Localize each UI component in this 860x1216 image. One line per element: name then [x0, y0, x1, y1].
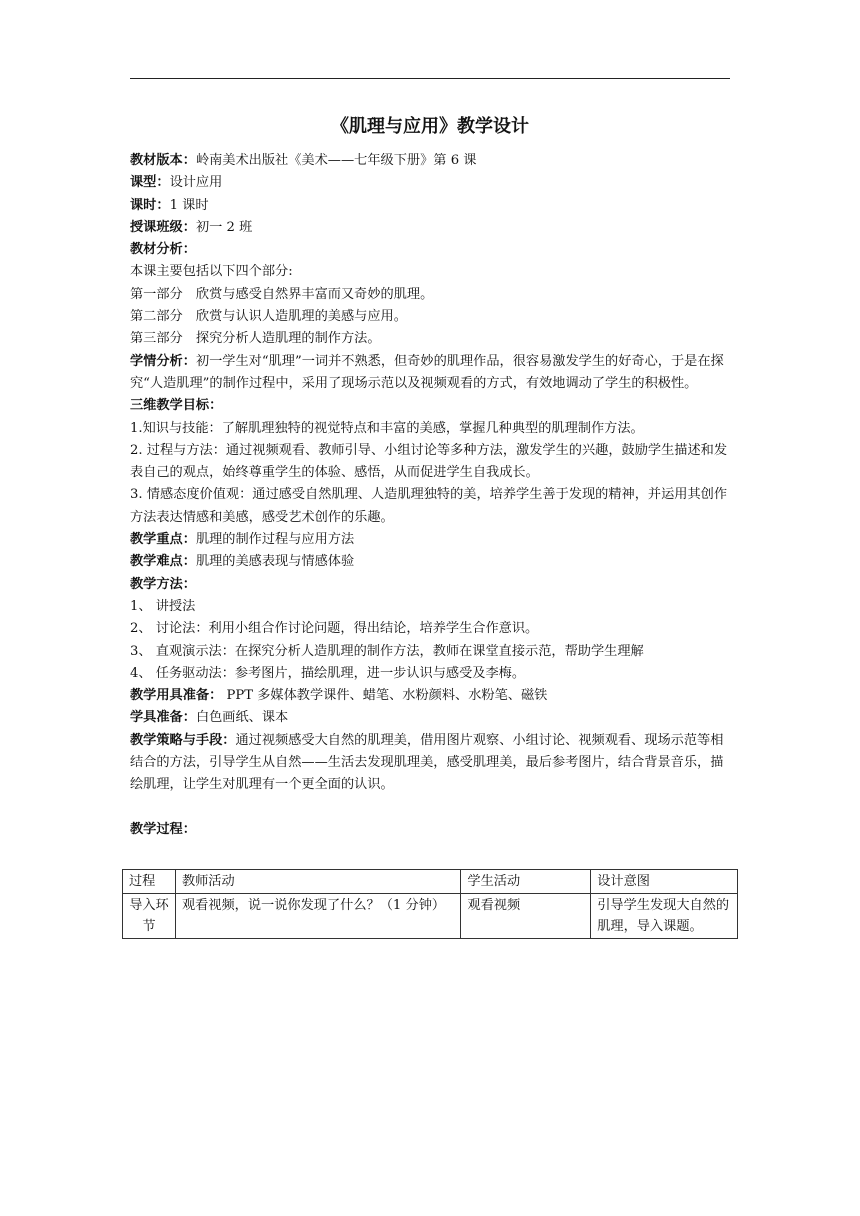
goals-heading: 三维教学目标： [130, 398, 223, 414]
key-point-label: 教学重点： [130, 532, 196, 548]
document-body [130, 150, 735, 841]
meta-value: 初一 2 班 [195, 219, 253, 235]
student-activity-cell: 观看视频 [461, 894, 591, 939]
goal-item: 3. 情感态度价值观：通过感受自然肌理、人造肌理独特的美，培养学生善于发现的精神，并运用其创作方法表达情感和美感，感受艺术创作的乐趣。 [130, 487, 728, 525]
spacer [130, 797, 735, 819]
column-header: 学生活动 [461, 870, 591, 894]
tools [130, 685, 735, 707]
analysis-part: 第三部分 探究分析人造肌理的制作方法。 [130, 331, 381, 347]
meta-value: 设计应用 [169, 175, 223, 191]
strategy-text: 通过视频感受大自然的肌理美，借用图片观察、小组讨论、视频观看、现场示范等相结合的方法，引导学生从自然——生活去发现肌理美，感受肌理美，最后参考图片，结合背景音乐，描绘肌理，让学生对肌理有一个更全面的认识。 [130, 732, 724, 793]
header-rule [130, 78, 730, 79]
meta-class [130, 217, 735, 239]
student-analysis-text: 初一学生对“肌理”一词并不熟悉，但奇妙的肌理作品，很容易激发学生的好奇心，于是在探究“人造肌理”的制作过程中，采用了现场示范以及视频观看的方式，有效地调动了学生的积极性。 [130, 353, 724, 391]
meta-label: 教材版本： [130, 153, 196, 168]
goal-item: 1.知识与技能：了解肌理独特的视觉特点和丰富的美感，掌握几种典型的肌理制作方法。 [130, 420, 644, 436]
method-item: 1、 讲授法 [130, 598, 196, 614]
method-item: 3、 直观演示法：在探究分析人造肌理的制作方法，教师在课堂直接示范，帮助学生理解 [130, 643, 644, 659]
difficulty-label: 教学难点： [130, 554, 196, 570]
column-header: 过程 [123, 870, 176, 894]
meta-type [130, 172, 735, 194]
key-point-value: 肌理的制作过程与应用方法 [195, 532, 355, 548]
meta-label: 授课班级： [130, 219, 196, 235]
difficulty [130, 551, 735, 573]
meta-textbook [130, 150, 735, 172]
analysis-part: 第二部分 欣赏与认识人造肌理的美感与应用。 [130, 309, 407, 325]
document-title: 《肌理与应用》教学设计 [331, 116, 529, 137]
stage-cell: 导入环节 [123, 894, 176, 939]
meta-value: 岭南美术出版社《美术——七年级下册》第 6 课 [195, 153, 477, 168]
meta-label: 课时： [130, 197, 170, 213]
student-analysis-label: 学情分析： [130, 353, 196, 369]
student-tools-value: 白色画纸、课本 [195, 710, 289, 726]
table-row [123, 894, 738, 939]
analysis-heading: 教材分析： [130, 242, 196, 258]
student-tools-label: 学具准备： [130, 710, 196, 726]
design-intent-cell: 引导学生发现大自然的肌理，导入课题。 [591, 894, 738, 939]
teacher-activity-cell: 观看视频，说一说你发现了什么？（1 分钟） [175, 894, 460, 939]
strategy-label: 教学策略与手段： [130, 732, 236, 748]
tools-label: 教学用具准备： [130, 688, 223, 704]
student-analysis [130, 351, 735, 396]
goal-item: 2. 过程与方法：通过视频观看、教师引导、小组讨论等多种方法，激发学生的兴趣，鼓励学生描述和发表自己的观点，始终尊重学生的体验、感悟，从而促进学生自我成长。 [130, 442, 728, 481]
analysis-intro: 本课主要包括以下四个部分: [130, 264, 293, 280]
column-header: 教师活动 [175, 870, 460, 894]
process-table [122, 869, 738, 939]
method-item: 4、 任务驱动法：参考图片，描绘肌理，进一步认识与感受及李梅。 [130, 665, 526, 681]
methods-heading: 教学方法： [130, 576, 196, 592]
meta-label: 课型： [130, 175, 170, 191]
column-header: 设计意图 [591, 870, 738, 894]
method-item: 2、 讨论法：利用小组合作讨论问题，得出结论，培养学生合作意识。 [130, 621, 539, 637]
meta-value: 1 课时 [169, 197, 209, 213]
analysis-part: 第一部分 欣赏与感受自然界丰富而又奇妙的肌理。 [130, 286, 434, 302]
table-header-row [123, 870, 738, 894]
difficulty-value: 肌理的美感表现与情感体验 [195, 554, 355, 570]
process-heading: 教学过程： [130, 821, 196, 837]
meta-hours [130, 195, 735, 217]
student-tools [130, 707, 735, 729]
key-point [130, 529, 735, 551]
strategy [130, 730, 735, 797]
tools-value: PPT 多媒体教学课件、蜡笔、水粉颜料、水粉笔、磁铁 [222, 688, 548, 704]
